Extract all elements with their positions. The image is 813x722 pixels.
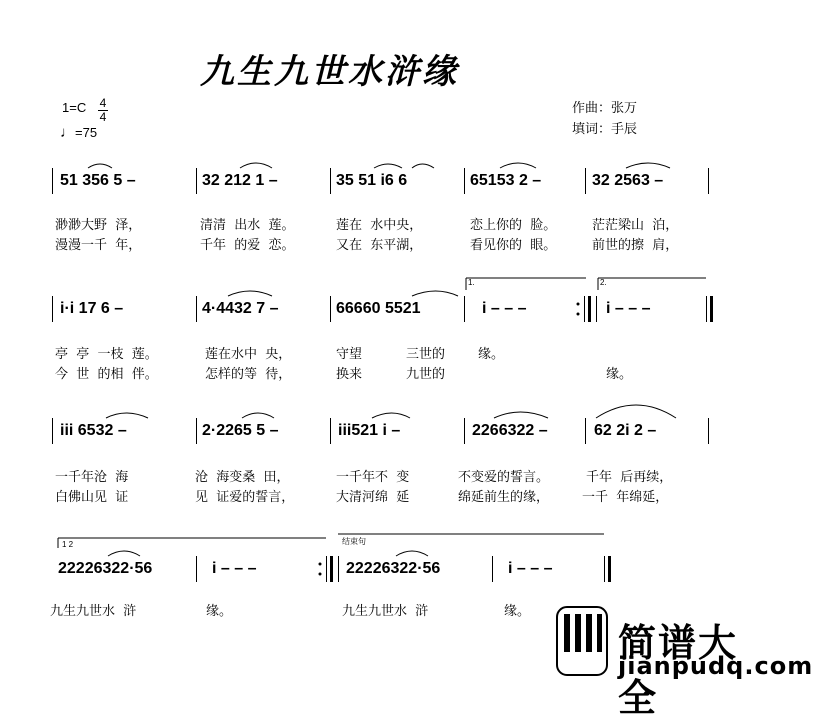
- lyric-3-5-b: 一千 年绵延，: [582, 490, 669, 505]
- slur: [596, 405, 676, 418]
- measure-1-4-notes: 65153 2 –: [470, 172, 542, 189]
- slur: [374, 164, 402, 168]
- measure-4-3-notes: 22226322·56: [346, 560, 441, 577]
- lyric-1-4-a: 恋上你的 脸。: [470, 218, 557, 233]
- measure-3-3-notes: iii521 i –: [338, 422, 401, 439]
- lyric-2-1-b: 今 世 的相 伴。: [55, 367, 158, 382]
- lyric-3-2-b: 见 证爱的誓言，: [195, 490, 295, 505]
- lyric-3-3-a: 一千年不 变: [336, 470, 410, 485]
- slur: [412, 164, 434, 168]
- measure-2-4-notes: i – – –: [482, 300, 527, 317]
- lyric-3-2-a: 沧 海变桑 田，: [195, 470, 290, 485]
- measure-1-1-notes: 51 356 5 –: [60, 172, 136, 189]
- measure-2-2-notes: 4·4432 7 –: [202, 300, 279, 317]
- key-tonic: 1=C: [62, 100, 87, 115]
- piano-keys-graphic: [556, 606, 608, 676]
- lyric-4-1: 九生九世水 浒: [50, 604, 137, 619]
- lyric-4-4: 缘。: [504, 604, 531, 619]
- time-signature-bottom: 4: [99, 110, 107, 124]
- slur: [106, 413, 148, 418]
- tempo-value: =75: [75, 125, 98, 140]
- measure-4-1-notes: 22226322·56: [58, 560, 153, 577]
- volta-label: 1 2: [62, 540, 74, 549]
- measure-4-2-notes: i – – –: [212, 560, 257, 577]
- slur: [494, 412, 548, 418]
- lyric-1-2-b: 千年 的爱 恋。: [200, 238, 295, 253]
- measure-4-4-notes: i – – –: [508, 560, 553, 577]
- lyric-4-2: 缘。: [206, 604, 233, 619]
- measure-2-3-notes: 66660 5521: [336, 300, 421, 317]
- lyric-3-4-b: 绵延前生的缘，: [458, 490, 550, 505]
- lyric-3-3-b: 大清河绵 延: [336, 490, 410, 505]
- lyric-1-2-a: 清清 出水 莲。: [200, 218, 295, 233]
- lyric-2-2-b: 怎样的等 待，: [205, 367, 292, 382]
- quarter-note-icon: ♩: [60, 124, 75, 141]
- slur: [228, 291, 272, 296]
- lyric-3-1-a: 一千年沧 海: [55, 470, 129, 485]
- site-logo-url: jianpudq.com: [618, 652, 813, 680]
- lyric-1-1-b: 漫漫一千 年，: [55, 238, 142, 253]
- lyric-1-5-b: 前世的擦 肩，: [592, 238, 679, 253]
- measure-2-5-notes: i – – –: [606, 300, 651, 317]
- slur: [412, 291, 458, 296]
- song-title: 九生九世水浒缘: [200, 52, 459, 92]
- lyric-1-5-a: 茫茫梁山 泊，: [592, 218, 679, 233]
- lyric-2-3-b: 换来: [336, 367, 363, 382]
- lyric-2-5-a: 缘。: [478, 347, 505, 362]
- slur: [240, 163, 272, 168]
- lyric-3-4-a: 不变爱的誓言。: [458, 470, 550, 485]
- slur: [396, 551, 428, 556]
- measure-3-5-notes: 62 2i 2 –: [594, 422, 657, 439]
- lyricist-credit: 填词：手辰: [572, 122, 638, 137]
- piano-keys-icon: [556, 606, 608, 676]
- lyric-1-3-a: 莲在 水中央，: [336, 218, 423, 233]
- composer-credit: 作曲：张万: [572, 101, 638, 116]
- lyric-1-4-b: 看见你的 眼。: [470, 238, 557, 253]
- lyric-2-5-b: 缘。: [606, 367, 633, 382]
- ending-label: 结束句: [342, 537, 366, 546]
- lyric-3-5-a: 千年 后再续，: [586, 470, 673, 485]
- lyric-2-1-a: 亭 亭 一枝 莲。: [55, 347, 158, 362]
- lyric-1-3-b: 又在 东平湖，: [336, 238, 423, 253]
- time-signature-top: 4: [99, 96, 107, 110]
- repeat-dot: [319, 573, 322, 576]
- slur: [372, 413, 410, 418]
- slur: [500, 163, 536, 168]
- measure-3-4-notes: 2266322 –: [472, 422, 548, 439]
- measure-3-1-notes: iii 6532 –: [60, 422, 127, 439]
- site-logo-name: 简谱大全: [618, 621, 739, 720]
- measure-1-3-notes: 35 51 i6 6: [336, 172, 408, 189]
- measure-1-2-notes: 32 212 1 –: [202, 172, 278, 189]
- slur: [626, 163, 670, 168]
- slur: [108, 551, 140, 556]
- measure-1-5-notes: 32 2563 –: [592, 172, 664, 189]
- lyric-2-2-a: 莲在水中 央，: [205, 347, 292, 362]
- slur: [242, 413, 274, 418]
- slur: [88, 164, 112, 168]
- volta-2-label: 2.: [600, 278, 607, 287]
- lyric-4-3: 九生九世水 浒: [342, 604, 429, 619]
- lyric-2-4-a: 三世的: [406, 347, 446, 362]
- measure-2-1-notes: i·i 17 6 –: [60, 300, 124, 317]
- lyric-3-1-b: 白佛山见 证: [55, 490, 129, 505]
- repeat-dot: [319, 563, 322, 566]
- repeat-dot: [577, 313, 580, 316]
- lyric-2-3-a: 守望: [336, 347, 363, 362]
- lyric-1-1-a: 渺渺大野 泽，: [55, 218, 142, 233]
- volta-1-label: 1.: [468, 278, 475, 287]
- lyric-2-4-b: 九世的: [406, 367, 446, 382]
- measure-3-2-notes: 2·2265 5 –: [202, 422, 279, 439]
- repeat-dot: [577, 303, 580, 306]
